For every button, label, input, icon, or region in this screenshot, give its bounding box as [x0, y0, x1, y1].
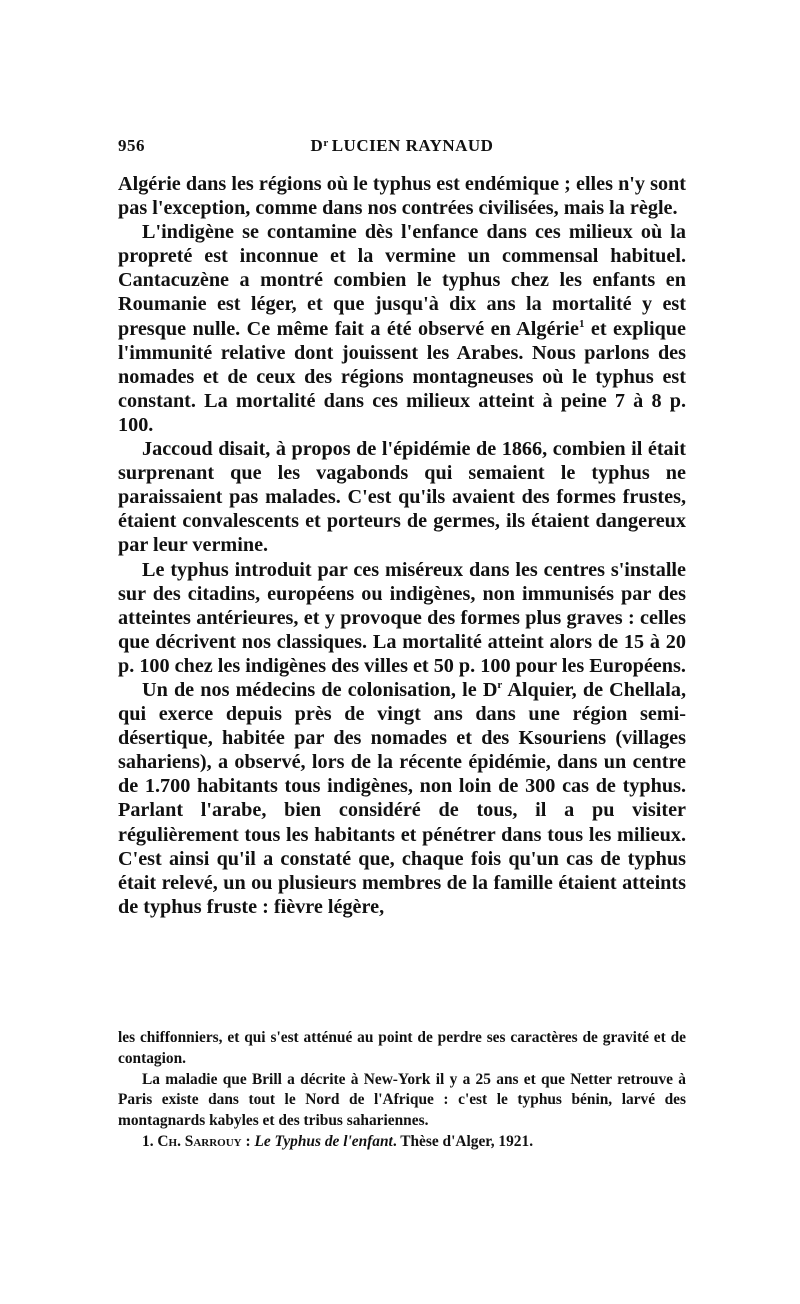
paragraph-5 — [118, 678, 686, 919]
footnote-1 — [118, 1132, 686, 1153]
main-text — [118, 172, 686, 919]
footnote-paragraph: La maladie que Brill a décrite à New-York il y a 25 ans et que Netter retrouve à Paris existe dans tout le Nord de l'Afrique : c'est le typhus bénin, larvé des montagnards kabyles et des tribus sahariennes. — [118, 1070, 686, 1130]
paragraph-4: Le typhus introduit par ces miséreux dans les centres s'installe sur des citadins, européens ou indigènes, non immunisés par des atteintes antérieures, et y provoque des formes plus graves : celles que décrivent nos classiques. La mortalité atteint alors de 15 à 20 p. 100 chez les indigènes des villes et 50 p. 100 pour les Européens. — [118, 558, 686, 677]
paragraph-5-superscript: r — [497, 678, 503, 691]
footnote-1-number: 1. — [142, 1132, 154, 1150]
running-title-prefix: D — [310, 136, 324, 155]
footnotes — [118, 1028, 686, 1153]
paragraph-5-part-a: Un de nos médecins de colonisation, le D — [142, 678, 498, 701]
paragraph-5-part-b: Alquier, de Chellala, qui exerce depuis près de vingt ans dans une région semi-désertique, habitée par des nomades et des Ksouriens (villages sahariens), a observé, lors de la récente épidémie, dans un centre de 1.700 habitants tous indigènes, non loin de 300 cas de typhus. Parlant l'arabe, bien considéré de tous, il a pu visiter régulièrement tous les habitants et pénétrer dans tous les milieux. C'est ainsi qu'il a constaté que, chaque fois qu'un cas de typhus était relevé, un ou plusieurs membres de la famille étaient atteints de typhus fruste : fièvre légère, — [118, 678, 687, 918]
running-title-name: LUCIEN RAYNAUD — [331, 136, 494, 155]
running-title — [118, 136, 686, 156]
paragraph-3: Jaccoud disait, à propos de l'épidémie de 1866, combien il était surprenant que les vagabonds qui semaient le typhus ne paraissaient pas malades. C'est qu'ils avaient des formes frustes, étaient convalescents et porteurs de germes, ils étaient dangereux par leur vermine. — [118, 438, 686, 557]
page-number: 956 — [118, 136, 145, 155]
page-header — [118, 136, 686, 162]
footnote-1-rest: . Thèse d'Alger, 1921. — [392, 1132, 534, 1150]
footnote-1-title: Le Typhus de l'enfant — [254, 1132, 393, 1150]
footnote-1-separator: : — [241, 1132, 255, 1150]
footnote-reference: 1 — [578, 317, 585, 330]
paragraph-2-part-a: L'indigène se contamine dès l'enfance dans ces milieux où la propreté est inconnue et la vermine un commensal habituel. Cantacuzène a montré combien le typhus chez les enfants en Roumanie est léger, et que jusqu'à dix ans la mortalité y est presque nulle. Ce même fait a été observé en Algérie — [118, 221, 686, 340]
footnote-1-author: Ch. Sarrouy — [157, 1132, 242, 1150]
paragraph-2 — [118, 220, 686, 437]
footnote-continuation: les chiffonniers, et qui s'est atténué au point de perdre ses caractères de gravité et de contagion. — [118, 1029, 686, 1067]
running-title-superscript: r — [323, 137, 329, 149]
paragraph-2-part-b: et explique l'immunité relative dont jouissent les Arabes. Nous parlons des nomades et de ceux des régions montagneuses où le typhus est constant. La mortalité dans ces milieux atteint à peine 7 à 8 p. 100. — [118, 317, 686, 436]
paragraph-1: Algérie dans les régions où le typhus est endémique ; elles n'y sont pas l'exception, comme dans nos contrées civilisées, mais la règle. — [118, 173, 686, 220]
